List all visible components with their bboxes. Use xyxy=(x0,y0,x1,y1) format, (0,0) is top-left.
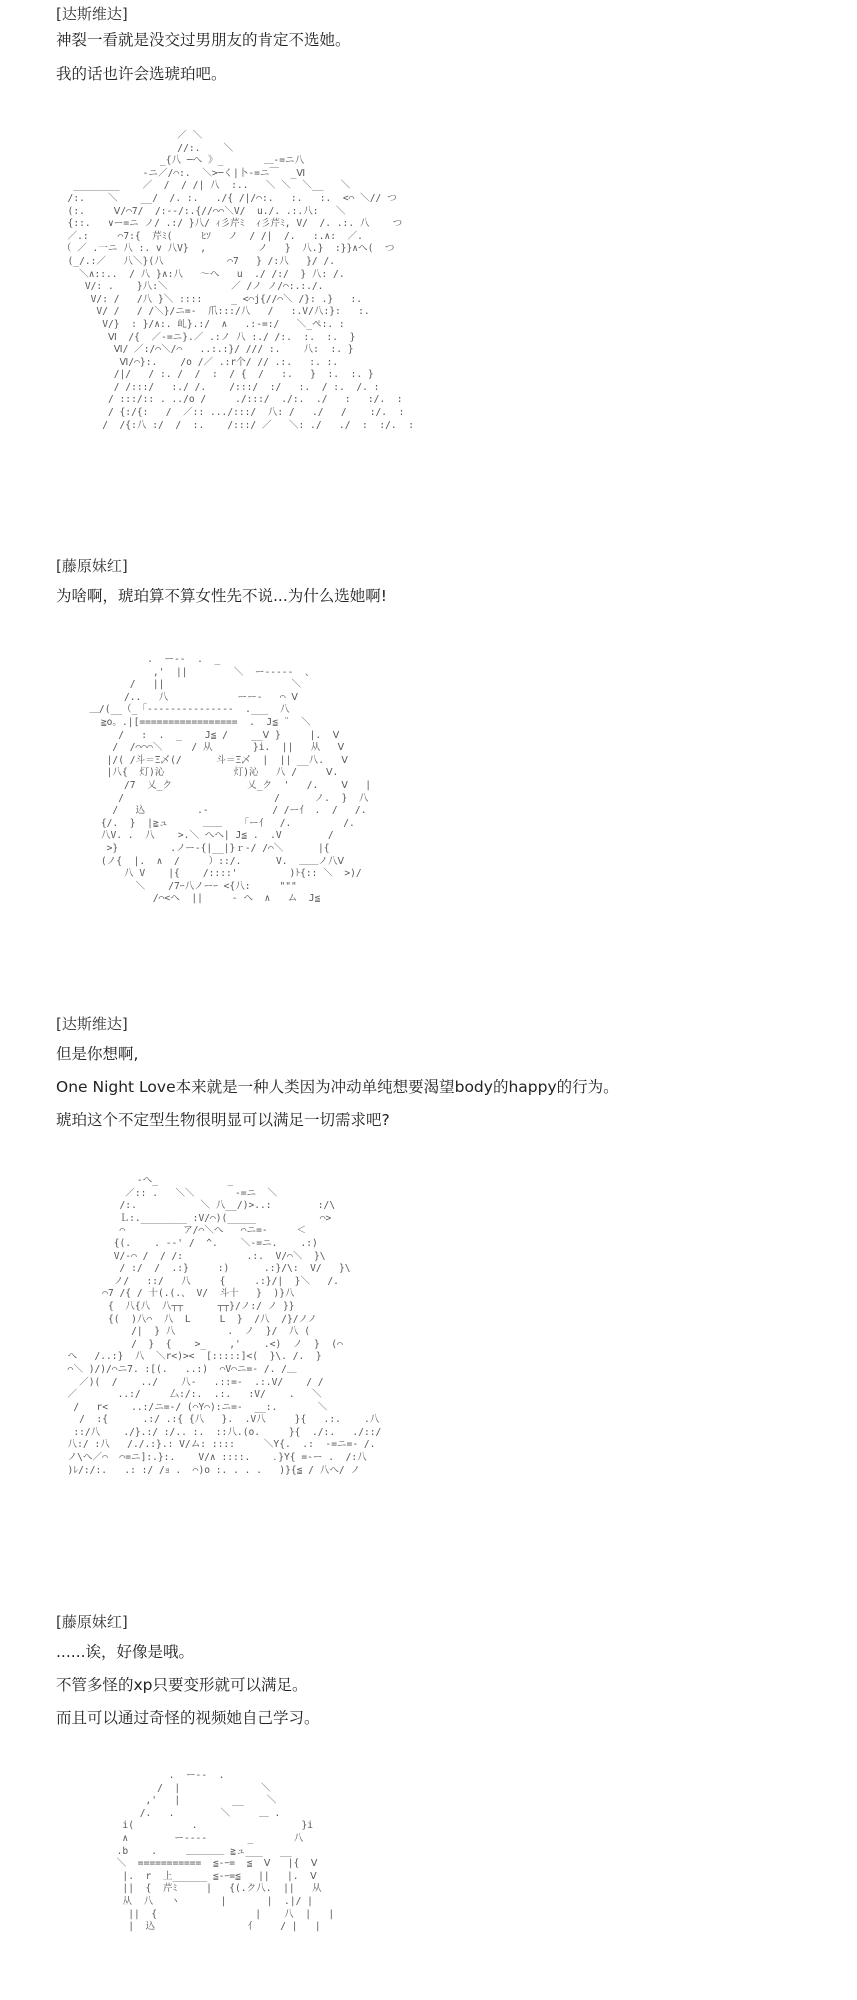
dialogue-line: 不管多怪的xp只要变形就可以满足。 xyxy=(56,1676,308,1694)
ascii-art-3: -へ_ _ ／:: . ＼＼ -=ニ ＼ /:. ＼ 八__/)>..: :/\ Ｌ:.________ :V/⌒)(_____ ⌒> ⌒ ア/⌒＼へ ⌒ニ=- ＜ {(. . --' / ^. ＼-=ニ. .:) V/-⌒ / / /: .:. V/⌒＼ }\ / :/ / .:} :) .:}/\: V/ }\ ノ/ ::/ 八 { .:}/| }＼ /. ⌒7 /{ / 十(.(.、 V/ 斗十 } )}八 { 八{八 八┬┬ ┬┬}/ノ:/ ノ }} {( )八⌒ 八 L L } /八 /}/ノノ /| } 八 . ノ }/ 八 ( / } { >_ ,' .<) ノ } (⌒ へ /..:} 八 ＼r<)>< [:::::]<( }\. /. } ⌒＼ )/)/⌒ニ7. :[(. ..:) ⌒V⌒ニ=- /. /＿ ／)( / ../ 八- .::=- .:.V/ / / ／ ..:/ 厶:/:. .:. :V/ . ＼ / r< ..:/ニ=-/ (⌒Y⌒):ニ=- __:. ＼ / :{ .:/ .:{ {八 }. .V八 }{ .:. .八 ::/八 ./}.:/ :/.. :. ::八.(o. }{ ./:. ./::/ 八:/ :八 /./.:}.: V/ム: :::: ＼Y{. .: -=ニ=- /. ノ\へ／⌒ ⌒=ニ]:.}:. V/∧ ::::. ．}Y{ =-ー . /:八 )ﾚ/:/:. .: :/ /ｮ . ⌒)o :. . . . )}{≦ / 八へ/ ノ xyxy=(67,1175,382,1476)
speaker-label: [达斯维达] xyxy=(56,5,128,23)
dialogue-line: One Night Love本来就是一种人类因为冲动单纯想要渴望body的happy的行为。 xyxy=(56,1078,619,1096)
speaker-label: [藤原妹红] xyxy=(56,557,128,575)
dialogue-line: 我的话也许会选琥珀吧。 xyxy=(56,65,227,83)
post-3 xyxy=(56,1014,836,1130)
ascii-art-2: . ー‐‐ . _ ,' || ＼ ー‐‐‐‐‐ 、 / || ＼ /.. 八 ーー‐ ⌒ Ⅴ ＿/(__（_「‐‐‐‐‐‐‐‐‐‐‐‐‐‐‐ .___ 八 ≧o。.|[================= . J≦ ¨ ＼ / : . _ J≦ / __Ⅴ } |. Ⅴ / /⌒⌒⌒＼ / 从 }i. || 从 Ⅴ |/( /斗＝Ξ乄(/ 斗＝Ξ乄 | || __八. Ⅴ |八{ 灯)沁 灯)沁 八 / Ⅴ. /7 乂_ク 乂_ク ' /. Ⅴ | / / ノ. } 八 / 込 .- / /ー亻 . / /. {/. } |≧ュ ＿＿ 「ー亻 /. /. 八V. . 八 >.＼ へへ| J≦ . .V / >} .ノー-{|__|}ｒ-/ /⌒＼ |{ (ノ{ |. ∧ / ）::/. V. ＿＿ノ八Ⅴ 八 V |{ /::::' )ﾄ{:: ＼ >)/ ＼ /7ｰ八ノーｰ <{八: """ /⌒<へ || - へ ∧ ム J≦ xyxy=(89,654,372,905)
dialogue-line: ......诶，好像是哦。 xyxy=(56,1643,195,1661)
post-2 xyxy=(56,556,836,606)
dialogue-line: 神裂一看就是没交过男朋友的肯定不选她。 xyxy=(56,31,351,49)
dialogue-line: 但是你想啊, xyxy=(56,1045,139,1063)
post-1 xyxy=(56,4,836,84)
speaker-label: [藤原妹红] xyxy=(56,1613,128,1631)
dialogue-line: 为啥啊，琥珀算不算女性先不说...为什么选她啊! xyxy=(56,587,387,605)
ascii-art-4: . ー‐‐ . / | ＼ ,' | __ ＼ /. . ＼ ＿ . i( . }i ∧ ー‐‐‐‐ _ 八 .b . ＿＿＿＿ ≧ュ___ __ ＼ =========== ≦-ｰ= ≦ Ⅴ |{ Ⅴ |. r 上______ ≦-ｰ=≦ || |. Ⅴ || { 芹ﾐ | {(.ク八. || 从 从 八 ヽ | | .|/ | || { | 八 | | | 込 亻 / | | xyxy=(116,1770,335,1933)
ascii-art-1: ／ ＼ //:. ＼ _{八 ─へ 》_ ＿-=ニ八 -ニ／/⌒:. ＼>─く|卜-=ニ￣ _Ⅵ ________ ／ / / /| 八 :.. ＼ ＼ ＼__ ＼ /:. ＼ __/ /. :. ./{ /|/⌒:. :. :. <⌒ ＼// つ (:. Ⅴ/⌒7/ /:--/:.{//⌒⌒＼V/ u./. .:.八: ＼ {::. ∨ー=ニ ノ/ .:/ }八/ ｨ彡芹ﾐ ｨ彡芹ﾐ, V/ /. .:. 八 つ ／.: ⌒7:{ 芹ﾐ( ﾋｿ ノ / /| /. :.∧: ／. （ ／ .一ニ 八 :. v 八V} , ノ } 八.} :}}∧へ( つ (_/.:／ 八＼}(八 ⌒7 } /:八 }/ /. ＼∧::.. / 八 }∧:八 〜へ u ./ /:/ } 八: /. V/: . }八:＼ ／ /ノ ノ/⌒:.:./. V/: / /八 }＼ :::: _ <⌒j{//⌒＼ /}: .} :. V/ / / /＼}/ニ=- 爪:::/八 / :.V/八:}: :. V/} : }/∧:. 乢}.:/ ∧ .:-=:/ ＼_ぺ:. : Ⅵ /{ ／-=ニ}.／ .:ノ 八 :./ /:. :. :. } Ⅵ/ ／:/⌒＼/⌒ ..:.:}/ /// :. 八: :. } Ⅵ/⌒}:. /o /／ .:r个/ // .:. :. :. /|/ / :. / / : / { / :. } :. :. } / /:::/ :./ /. /:::/ :/ :. / :. /. : / :::/:: . ../o / ./:::/ ./:. ./ : :/. : / {:/{: / ／:: .../:::/ 八: / ./ / :/. : / /{:八 :/ / :. /:::/ ／ ＼: ./ ./ : :/. : xyxy=(61,130,415,431)
post-4 xyxy=(56,1612,836,1728)
dialogue-line: 琥珀这个不定型生物很明显可以满足一切需求吧? xyxy=(56,1111,390,1129)
dialogue-line: 而且可以通过奇怪的视频她自己学习。 xyxy=(56,1709,320,1727)
speaker-label: [达斯维达] xyxy=(56,1015,128,1033)
